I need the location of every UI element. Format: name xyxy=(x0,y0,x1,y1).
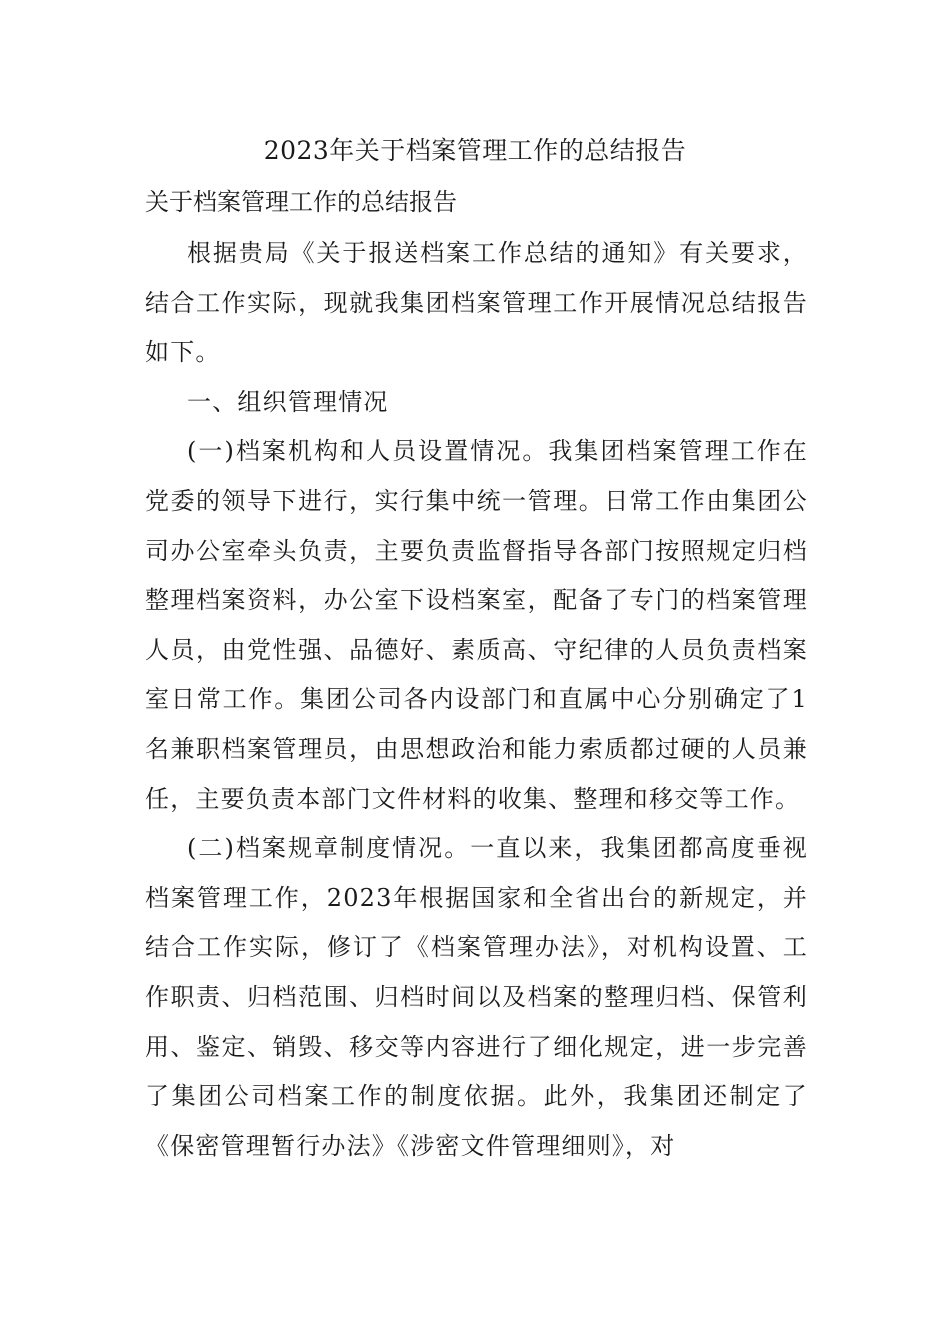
section-heading-organization: 一、组织管理情况 xyxy=(187,387,389,416)
document-body xyxy=(145,229,808,1171)
document-title: 2023年关于档案管理工作的总结报告 xyxy=(263,136,687,165)
paragraph-staffing: (一)档案机构和人员设置情况。我集团档案管理工作在党委的领导下进行，实行集中统一管理。日常工作由集团公司办公室牵头负责，主要负责监督指导各部门按照规定归档整理档案资料，办公室下设档案室，配备了专门的档案管理人员，由党性强、品德好、素质高、守纪律的人员负责档案室日常工作。集团公司各内设部门和直属中心分别确定了1名兼职档案管理员，由思想政治和能力索质都过硬的人员兼任，主要负责本部门文件材料的收集、整理和移交等工作。 xyxy=(145,437,808,813)
paragraph-regulations: (二)档案规章制度情况。一直以来，我集团都高度垂视档案管理工作，2023年根据国家和全省出台的新规定，并结合工作实际，修订了《档案管理办法》，对机构设置、工作职责、归档范围、归档时间以及档案的整理归档、保管利用、鉴定、销毁、移交等内容进行了细化规定，进一步完善了集团公司档案工作的制度依据。此外，我集团还制定了《保密管理暂行办法》《涉密文件管理细则》，对 xyxy=(145,834,808,1160)
document-subtitle: 关于档案管理工作的总结报告 xyxy=(145,188,457,216)
paragraph-intro: 根据贵局《关于报送档案工作总结的通知》有关要求，结合工作实际，现就我集团档案管理工作开展情况总结报告如下。 xyxy=(145,239,808,367)
